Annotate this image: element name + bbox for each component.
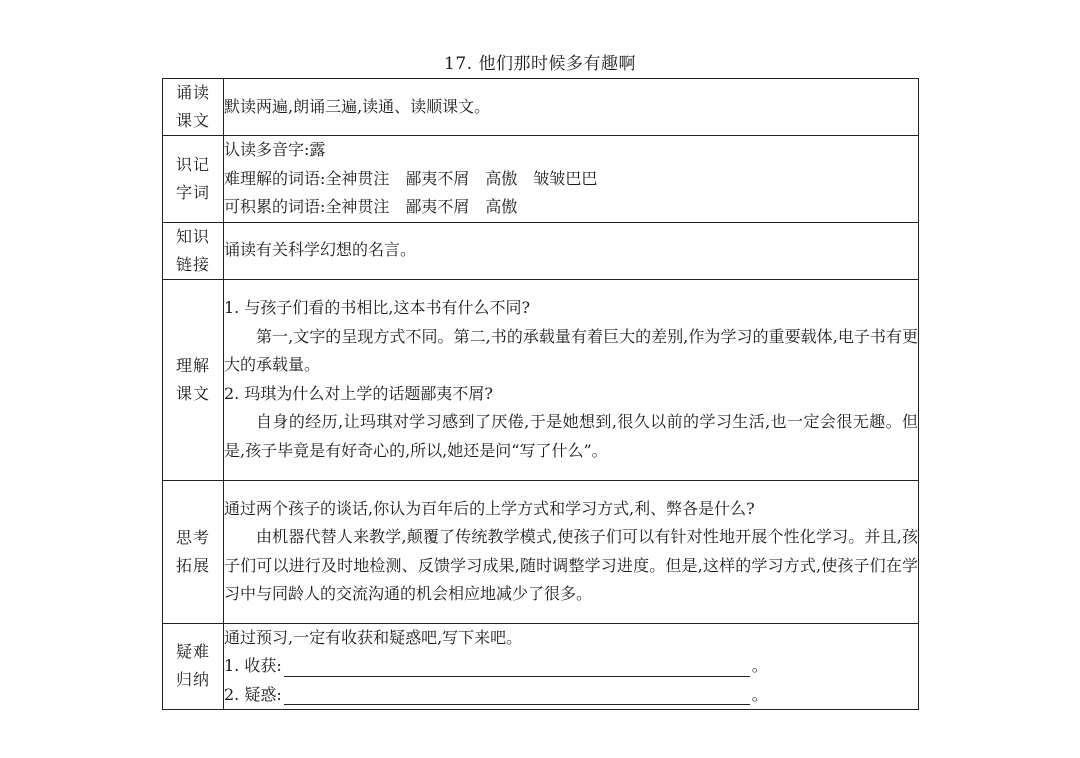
label-line: 思考 [175, 527, 210, 547]
label-line: 课文 [175, 111, 210, 130]
end-mark: 。 [751, 656, 768, 675]
summary-intro: 通过预习,一定有收获和疑惑吧,写下来吧。 [224, 627, 523, 647]
label-line: 识记 [175, 154, 210, 174]
doubt-blank-line[interactable] [284, 686, 750, 705]
difficult-words-line: 难理解的词语:全神贯注 鄙夷不屑 高傲 皱皱巴巴 [224, 168, 598, 188]
content-extension [224, 480, 919, 623]
row-label-vocabulary [163, 136, 224, 223]
table-row-vocabulary [163, 136, 919, 223]
row-label-extension [163, 480, 224, 623]
row-label-understand-text [163, 279, 224, 480]
content-summary [224, 623, 919, 710]
question-1: 1. 与孩子们看的书相比,这本书有什么不同? [224, 298, 531, 317]
table-row-understand-text [163, 279, 919, 480]
label-line: 理解 [175, 355, 210, 375]
answer-1: 第一,文字的呈现方式不同。第二,书的承载量有着巨大的差别,作为学习的重要载体,电子书有更大的承载量。 [224, 326, 918, 374]
row-label-knowledge-link [163, 222, 224, 279]
label-line: 诵读 [175, 83, 210, 102]
table-row-knowledge-link [163, 222, 919, 279]
label-line: 链接 [175, 254, 210, 274]
doubt-label: 2. 疑惑: [224, 684, 282, 704]
content-understand-text [224, 279, 919, 480]
label-line: 拓展 [175, 555, 210, 575]
preview-worksheet-table [162, 78, 919, 710]
extension-question: 通过两个孩子的谈话,你认为百年后的上学方式和学习方式,利、弊各是什么? [224, 498, 755, 518]
extension-answer: 由机器代替人来教学,颠覆了传统教学模式,使孩子们可以有针对性地开展个性化学习。并且,孩子们可以进行及时地检测、反馈学习成果,随时调整学习进度。但是,这样的学习方式,使孩子们在学习中与同龄人的交流沟通的机会相应地减少了很多。 [224, 527, 918, 603]
answer-2: 自身的经历,让玛琪对学习感到了厌倦,于是她想到,很久以前的学习生活,也一定会很无趣。但是,孩子毕竟是有好奇心的,所以,她还是问“写了什么”。 [224, 412, 918, 460]
content-line: 诵读有关科学幻想的名言。 [224, 240, 417, 260]
label-line: 知识 [175, 226, 210, 246]
end-mark: 。 [751, 684, 768, 704]
label-line: 课文 [175, 383, 210, 403]
gain-blank-line[interactable] [284, 658, 750, 677]
table-row-recite [163, 79, 919, 136]
table-row-summary [163, 623, 919, 710]
content-recite [224, 79, 919, 136]
content-line: 默读两遍,朗诵三遍,读通、读顺课文。 [224, 96, 491, 116]
polyphone-line: 认读多音字:露 [224, 140, 326, 159]
collectable-words-line: 可积累的词语:全神贯注 鄙夷不屑 高傲 [224, 197, 518, 216]
content-knowledge-link [224, 222, 919, 279]
doubt-row [224, 681, 918, 710]
page-title: 17. 他们那时候多有趣啊 [444, 54, 636, 74]
label-line: 归纳 [175, 670, 210, 690]
content-vocabulary [224, 136, 919, 223]
row-label-summary [163, 623, 224, 710]
gain-row [224, 652, 918, 681]
row-label-recite [163, 79, 224, 136]
label-line: 字词 [175, 182, 210, 202]
gain-label: 1. 收获: [224, 656, 282, 675]
question-2: 2. 玛琪为什么对上学的话题鄙夷不屑? [224, 383, 493, 403]
table-row-extension [163, 480, 919, 623]
label-line: 疑难 [175, 642, 210, 662]
